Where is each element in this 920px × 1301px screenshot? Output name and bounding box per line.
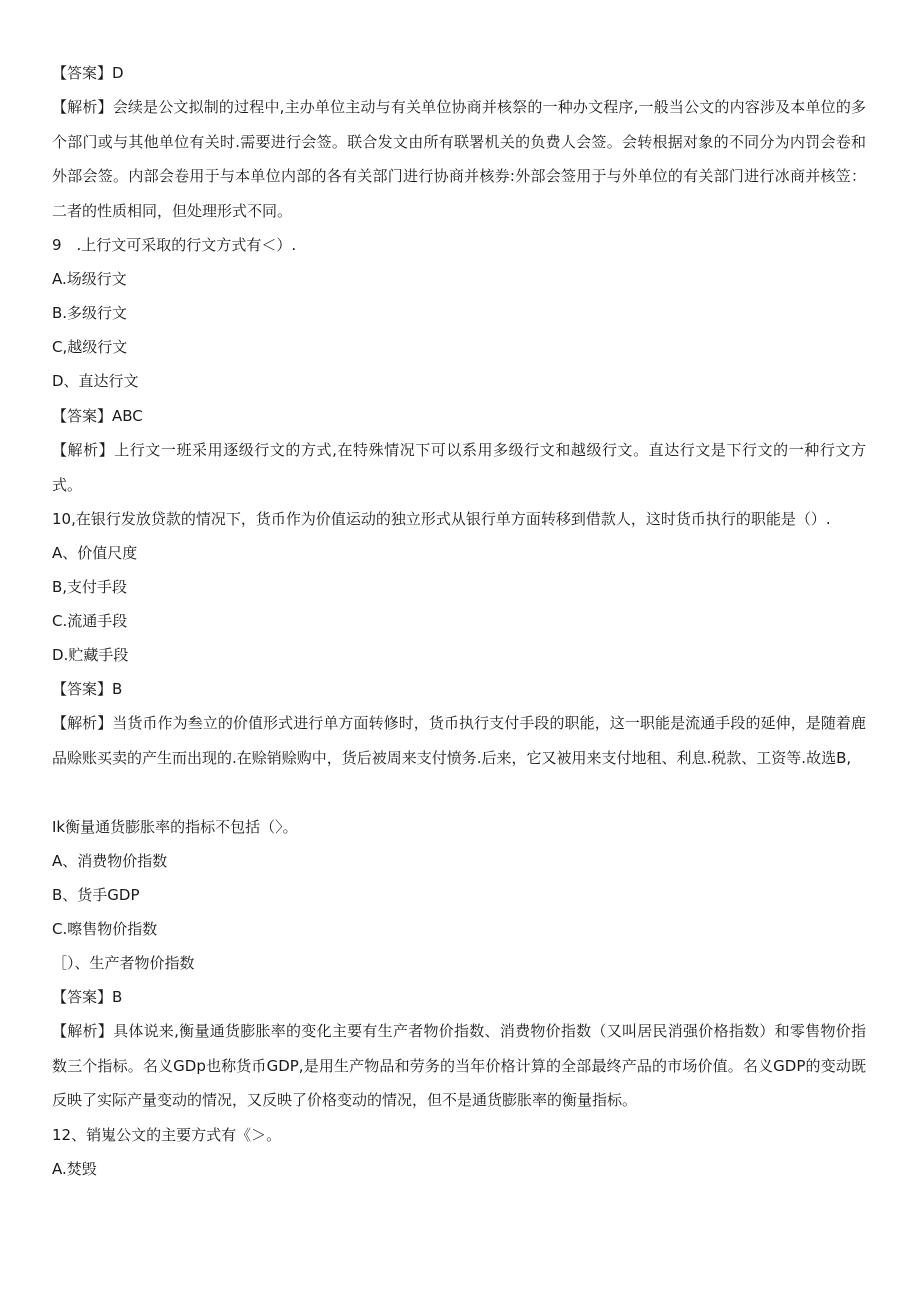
analysis-paragraph: 【解析】当货币作为叁立的价值形式进行单方面转修时，货币执行支付手段的职能，这一职能是流通手段的延伸，是随着鹿品赊账买卖的产生而出现的.在赊销赊购中，货后被周来支付愤务.后来，它又被用来支付地租、利息.税款、工资等.故选B, [52, 714, 866, 767]
analysis-paragraph: 【解析】上行文一班采用逐级行文的方式,在特殊情况下可以系用多级行文和越级行文。直达行文是下行文的一种行文方式。 [52, 441, 866, 494]
option-c: C.流通手段 [52, 612, 128, 630]
answer-label: 【答案】B [52, 680, 123, 698]
question-10: 10,在银行发放贷款的情况下，货币作为价值运动的独立形式从银行单方面转移到借款人，这时货币执行的职能是（）. [52, 510, 831, 528]
question-12: 12、销嵬公文的主要方式有《＞。 [52, 1126, 282, 1144]
question-9: 9 .上行文可采取的行文方式有＜）. [52, 236, 297, 254]
option-d: ［）、生产者物价指数 [52, 954, 195, 972]
option-a: A、消费物价指数 [52, 852, 168, 870]
option-d: D、直达行文 [52, 372, 139, 390]
answer-label: 【答案】D [52, 64, 124, 82]
option-b: B,支付手段 [52, 578, 128, 596]
analysis-paragraph: 【解析】具体说来,衡量通货膨胀率的变化主要有生产者物价指数、消费物价指数（又叫居民消强价格指数）和零售物价指数三个指标。名义GDp也称货币GDP,是用生产物品和劳务的当年价格计算的全部最终产品的市场价值。名义GDP的变动既反映了实际产量变动的情况，又反映了价格变动的情况，但不是通货膨胀率的衡量指标。 [52, 1022, 866, 1109]
option-b: B.多级行文 [52, 304, 128, 322]
option-d: D.贮藏手段 [52, 646, 129, 664]
analysis-paragraph: 【解析】会续是公文拟制的过程中,主办单位主动与有关单位协商并核祭的一种办文程序,一般当公文的内容涉及本单位的多个部门或与其他单位有关时.需要进行会签。联合发文由所有联署机关的负费人会签。会转根据对象的不同分为内罚会卷和外部会签。内部会卷用于与本单位内部的各有关部门进行协商并核券:外部会签用于与外单位的有关部门进行冰商并核笠：二者的性质相同，但处理形式不同。 [52, 98, 866, 220]
option-c: C.嚓售物价指数 [52, 920, 158, 938]
question-11: Ik衡量通货膨胀率的指标不包括（〉。 [52, 818, 298, 836]
answer-label: 【答案】ABC [52, 407, 143, 425]
option-a: A.焚毁 [52, 1160, 97, 1178]
option-a: A.场级行文 [52, 270, 127, 288]
option-c: C,越级行文 [52, 338, 128, 356]
option-b: B、货手GDP [52, 886, 140, 904]
answer-label: 【答案】B [52, 988, 123, 1006]
option-a: A、价值尺度 [52, 544, 138, 562]
